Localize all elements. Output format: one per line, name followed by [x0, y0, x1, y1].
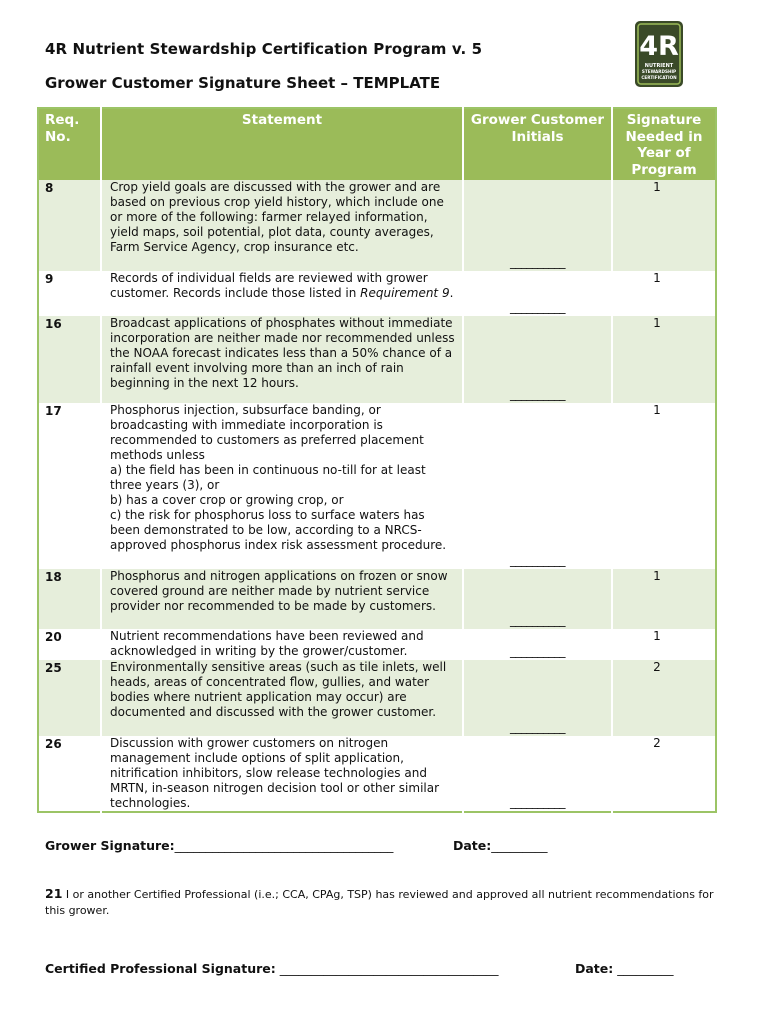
statement-text: Phosphorus injection, subsurface banding, or broadcasting with immediate incorporation is recommended to customers as preferred placement methods unless a) the field has been in continuous no-till for at least three years (3), or b) has a cover crop or growing crop, or c) the risk for phosphorus loss to surface waters has been demonstrated to be low, according to a NRCS-approved phosphorus index risk assessment procedure. — [101, 403, 463, 569]
year-value: 1 — [612, 180, 716, 271]
header-year: Signature Needed in Year of Program — [612, 108, 716, 180]
table-row — [38, 180, 716, 271]
professional-signature-line: ___________________________________ — [275, 961, 499, 976]
grower-signature-line: ___________________________________ — [174, 838, 394, 853]
header-initials: Grower Customer Initials — [463, 108, 612, 180]
logo-line-2: STEWARDSHIP — [641, 69, 677, 74]
header-statement: Statement — [101, 108, 463, 180]
req-number: 26 — [38, 736, 101, 812]
initials-field[interactable]: __________ — [463, 316, 612, 403]
requirement-21-text: I or another Certified Professional (i.e.; CCA, CPAg, TSP) has reviewed and approved all nutrient recommendations for this grower. — [45, 888, 714, 917]
statement-text: Crop yield goals are discussed with the grower and are based on previous crop yield history, which include one or more of the following: farmer relayed information, yield maps, soil potential, plot data, county averages, Farm Service Agency, crop insurance etc. — [101, 180, 463, 271]
requirement-21-statement — [45, 886, 735, 919]
statement-text: Phosphorus and nitrogen applications on frozen or snow covered ground are neither made by nutrient service provider nor recommended to be made by customers. — [101, 569, 463, 629]
table-row — [38, 569, 716, 629]
document-subtitle: Grower Customer Signature Sheet – TEMPLATE — [45, 74, 441, 92]
logo-mark: 4R — [639, 31, 679, 62]
req-number: 20 — [38, 629, 101, 660]
statement-text: Records of individual fields are reviewed with grower customer. Records include those listed in Requirement 9. — [101, 271, 463, 316]
document-title: 4R Nutrient Stewardship Certification Program v. 5 — [45, 40, 483, 58]
req-number: 18 — [38, 569, 101, 629]
year-value: 2 — [612, 660, 716, 736]
req-number: 16 — [38, 316, 101, 403]
grower-signature-field[interactable]: Grower Signature:___________________________________ — [45, 838, 394, 853]
table-row — [38, 316, 716, 403]
table-row — [38, 271, 716, 316]
initials-field[interactable]: __________ — [463, 736, 612, 812]
table-row — [38, 629, 716, 660]
initials-field[interactable]: __________ — [463, 660, 612, 736]
req-number: 25 — [38, 660, 101, 736]
initials-field[interactable]: __________ — [463, 629, 612, 660]
req-number: 9 — [38, 271, 101, 316]
year-value: 1 — [612, 316, 716, 403]
requirement-21-number: 21 — [45, 886, 63, 901]
logo-line-3: CERTIFICATION — [641, 75, 677, 80]
professional-date-line: _________ — [613, 961, 674, 976]
header-req-no: Req. No. — [38, 108, 101, 180]
year-value: 1 — [612, 569, 716, 629]
4r-logo — [634, 20, 684, 88]
statement-text: Environmentally sensitive areas (such as tile inlets, well heads, areas of concentrated flow, gullies, and water bodies where nutrient application may occur) are documented and discussed with the grower customer. — [101, 660, 463, 736]
year-value: 1 — [653, 271, 661, 285]
table-header-row — [38, 108, 716, 180]
year-value: 1 — [653, 403, 661, 417]
year-value: 2 — [653, 736, 661, 750]
professional-date-field[interactable]: Date: _________ — [575, 961, 674, 976]
initials-field[interactable]: __________ — [463, 403, 612, 569]
grower-date-line: _________ — [491, 838, 548, 853]
initials-field[interactable]: __________ — [463, 569, 612, 629]
initials-field[interactable]: __________ — [463, 180, 612, 271]
year-value: 1 — [653, 629, 661, 643]
table-row — [38, 660, 716, 736]
req-number: 8 — [38, 180, 101, 271]
table-row — [38, 403, 716, 569]
logo-line-1: NUTRIENT — [644, 63, 674, 69]
statement-text: Nutrient recommendations have been reviewed and acknowledged in writing by the grower/customer. — [101, 629, 463, 660]
statement-text: Broadcast applications of phosphates without immediate incorporation are neither made nor recommended unless the NOAA forecast indicates less than a 50% chance of a rainfall event involving more than an inch of rain beginning in the next 12 hours. — [101, 316, 463, 403]
req-number: 17 — [38, 403, 101, 569]
statement-text: Discussion with grower customers on nitrogen management include options of split application, nitrification inhibitors, slow release technologies and MRTN, in-season nitrogen decision tool or other similar technologies. — [101, 736, 463, 812]
professional-signature-field[interactable]: Certified Professional Signature: ___________________________________ — [45, 961, 499, 976]
table-row — [38, 736, 716, 812]
grower-date-field[interactable]: Date:_________ — [453, 838, 548, 853]
signature-table — [37, 107, 717, 813]
requirement-reference: Requirement 9 — [360, 286, 450, 300]
initials-field[interactable]: __________ — [463, 271, 612, 316]
